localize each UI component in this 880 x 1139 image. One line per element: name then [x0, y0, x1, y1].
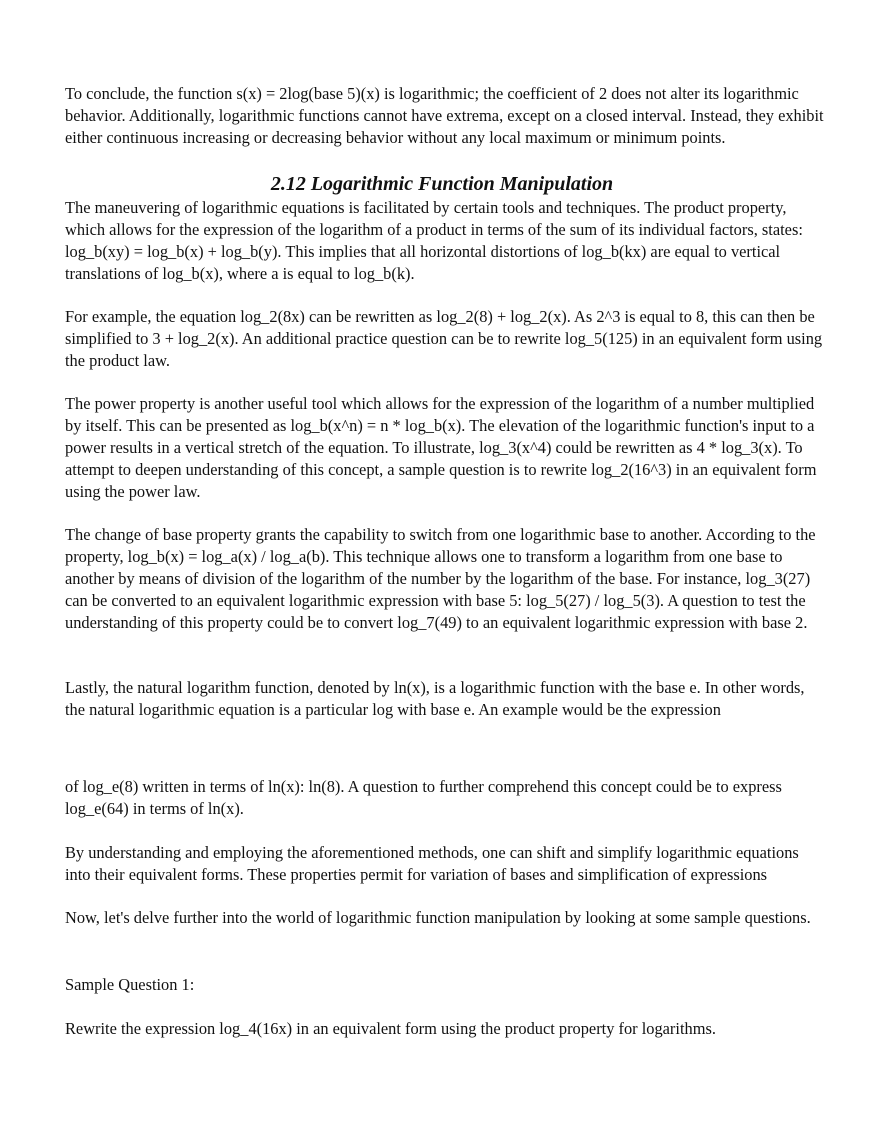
natural-log-continued-paragraph: of log_e(8) written in terms of ln(x): ln(8). A question to further comprehend this concept could be to express log_e(64) in terms of ln(x).	[65, 777, 782, 818]
sample-question-label: Sample Question 1:	[65, 975, 195, 994]
sample-question-text: Rewrite the expression log_4(16x) in an equivalent form using the product property for logarithms.	[65, 1019, 716, 1038]
section-heading: 2.12 Logarithmic Function Manipulation	[270, 173, 614, 195]
product-example-paragraph: For example, the equation log_2(8x) can be rewritten as log_2(8) + log_2(x). As 2^3 is equal to 8, this can then be simplified to 3 + log_2(x). An additional practice question can be to rewrite log_5(125) in an equivalent form using the product law.	[65, 307, 823, 370]
transition-paragraph: Now, let's delve further into the world of logarithmic function manipulation by looking at some sample questions.	[65, 908, 811, 927]
power-property-paragraph: The power property is another useful tool which allows for the expression of the logarithm of a number multiplied by itself. This can be presented as log_b(x^n) = n * log_b(x). The elevation of the logarithmic function's input to a power results in a vertical stretch of the equation. To illustrate, log_3(x^4) could be rewritten as 4 * log_3(x). To attempt to deepen understanding of this concept, a sample question is to rewrite log_2(16^3) in an equivalent form using the power law.	[65, 394, 817, 501]
summary-paragraph: By understanding and employing the aforementioned methods, one can shift and simplify logarithmic equations into their equivalent forms. These properties permit for variation of bases and simplification of expressions	[65, 843, 799, 884]
natural-log-paragraph: Lastly, the natural logarithm function, denoted by ln(x), is a logarithmic function with the base e. In other words, the natural logarithmic equation is a particular log with base e. An example would be the expression	[65, 678, 805, 719]
intro-paragraph: To conclude, the function s(x) = 2log(base 5)(x) is logarithmic; the coefficient of 2 does not alter its logarithmic behavior. Additionally, logarithmic functions cannot have extrema, except on a closed interval. Instead, they exhibit either continuous increasing or decreasing behavior without any local maximum or minimum points.	[65, 84, 824, 147]
change-of-base-paragraph: The change of base property grants the capability to switch from one logarithmic base to another. According to the property, log_b(x) = log_a(x) / log_a(b). This technique allows one to transform a logarithm from one base to another by means of division of the logarithm of the number by the logarithm of the base. For instance, log_3(27) can be converted to an equivalent logarithmic expression with base 5: log_5(27) / log_5(3). A question to test the understanding of this property could be to convert log_7(49) to an equivalent logarithmic expression with base 2.	[65, 525, 816, 632]
product-property-paragraph: The maneuvering of logarithmic equations is facilitated by certain tools and techniques. The product property, which allows for the expression of the logarithm of a product in terms of the sum of its individual factors, states: log_b(xy) = log_b(x) + log_b(y). This implies that all horizontal distortions of log_b(kx) are equal to vertical translations of log_b(x), where a is equal to log_b(k).	[65, 198, 803, 283]
